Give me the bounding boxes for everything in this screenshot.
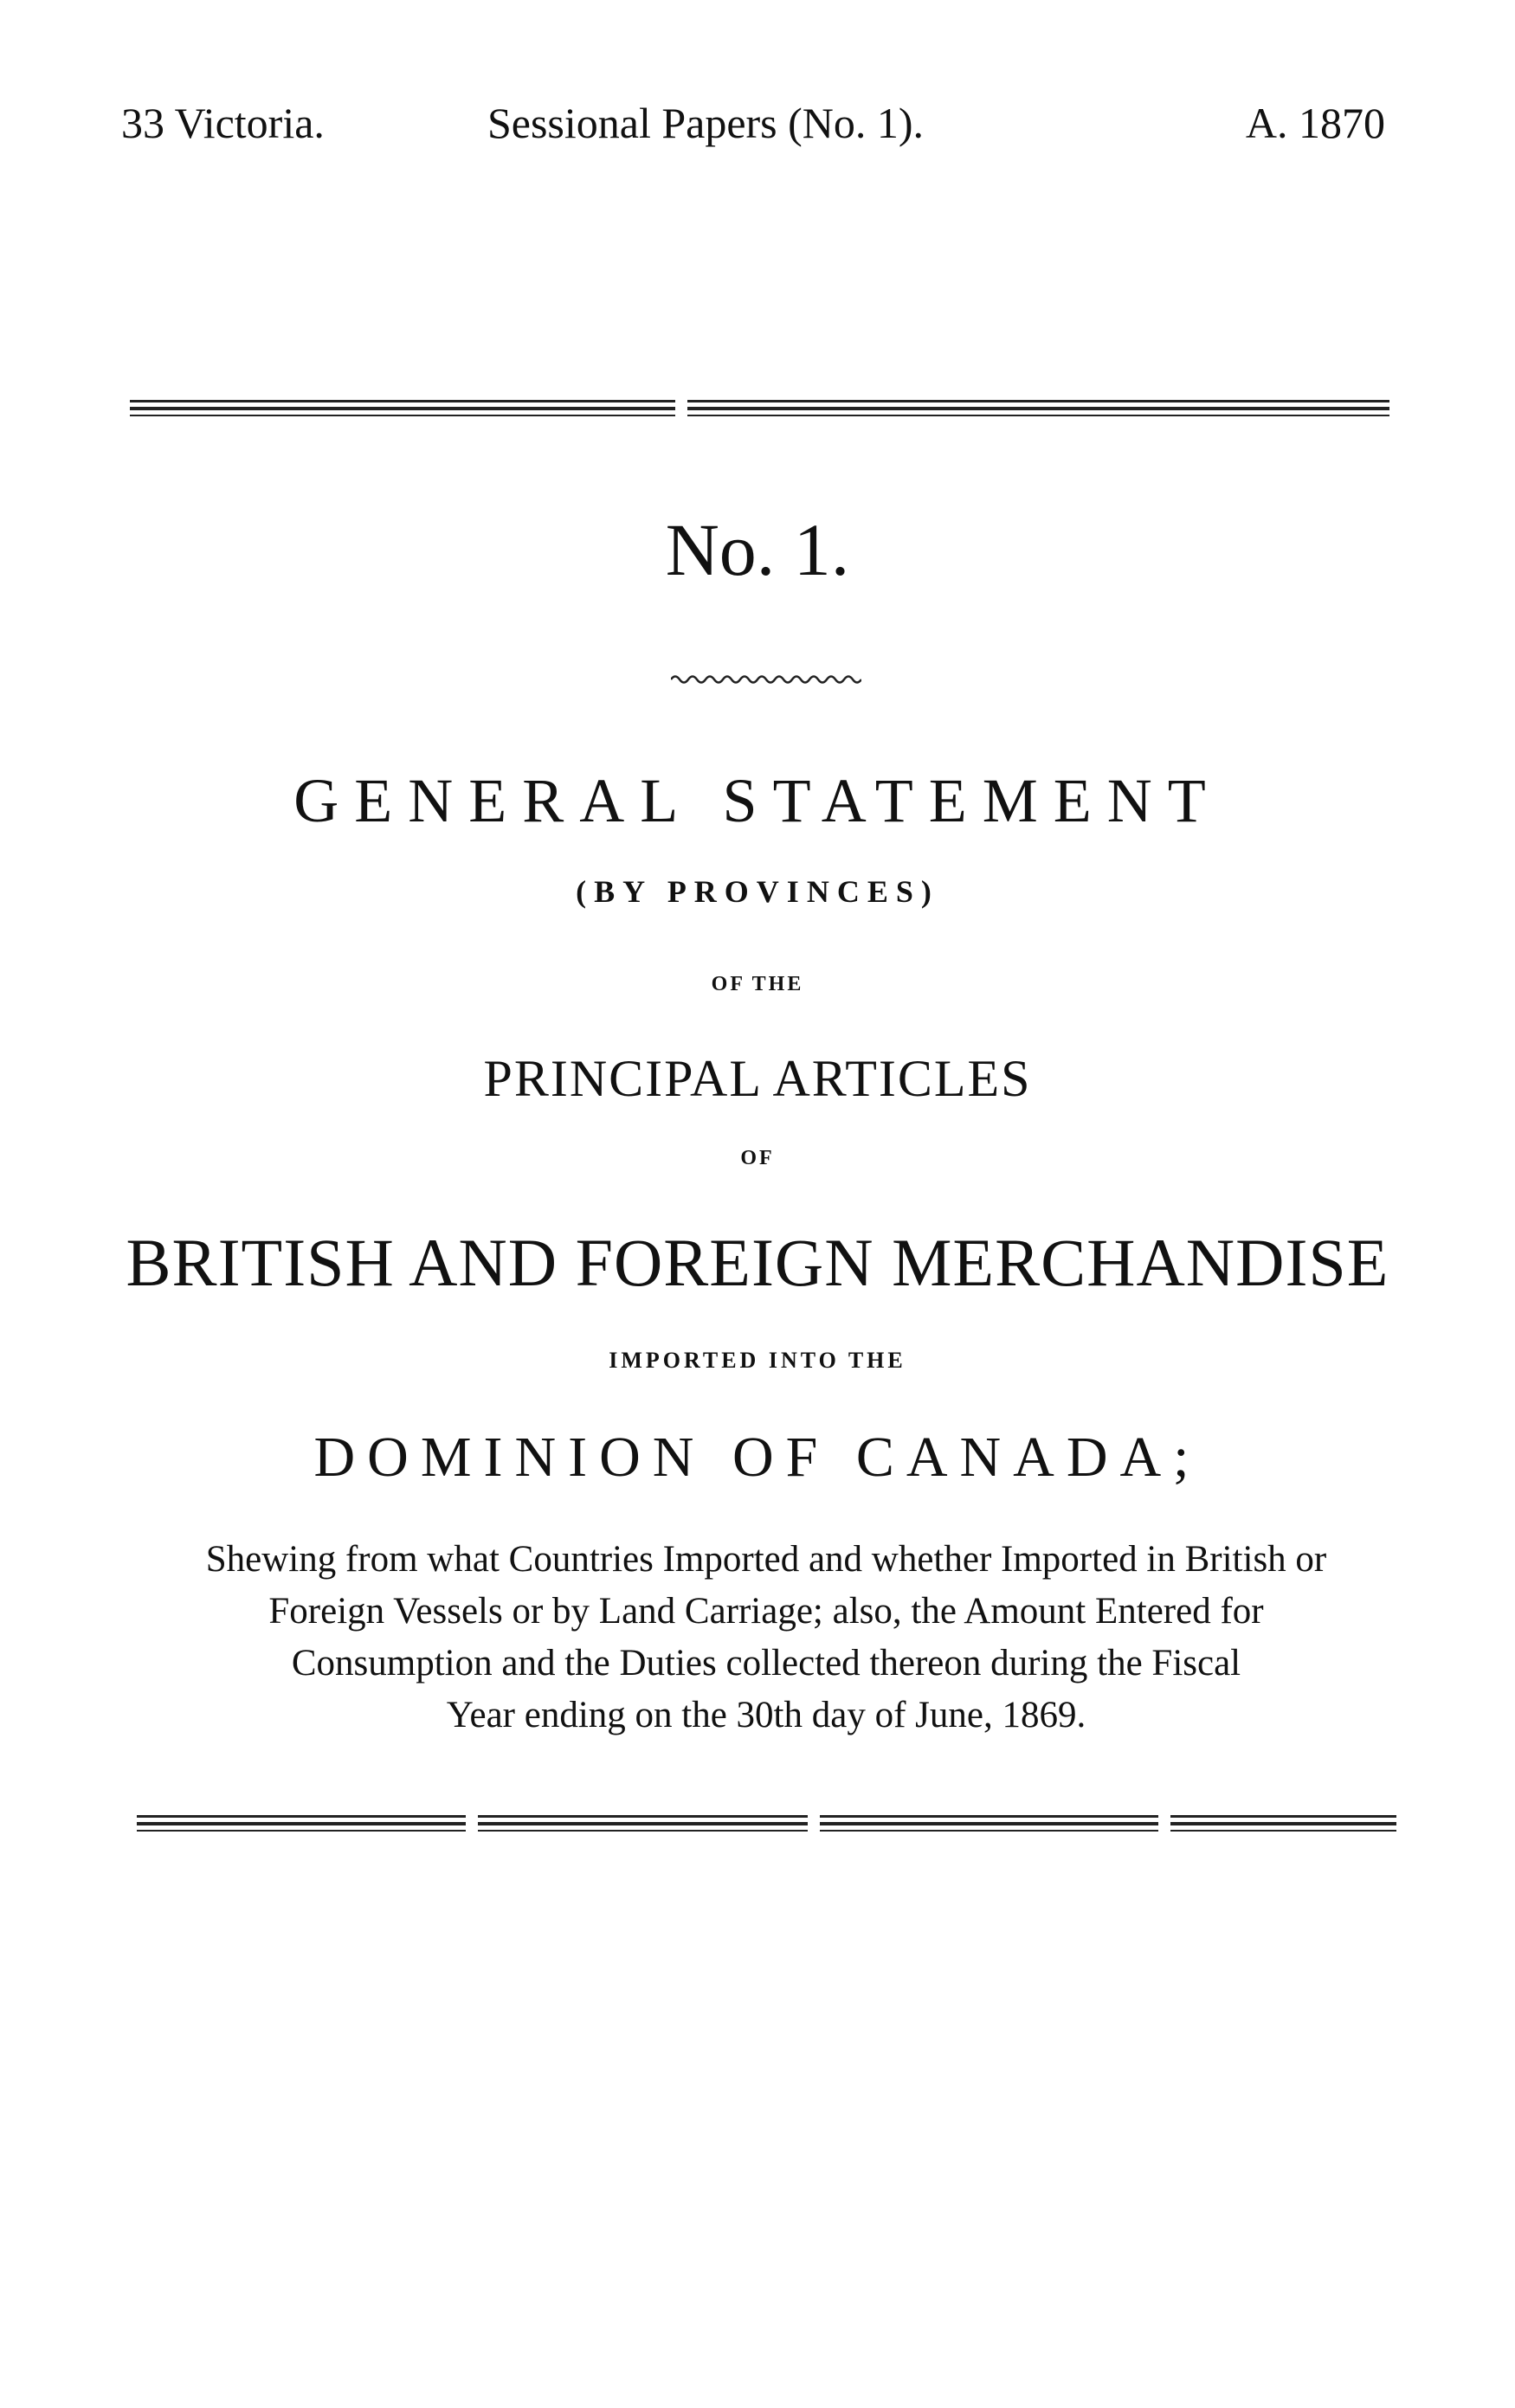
top-ornamental-rule — [130, 400, 1389, 419]
title-principal-articles: PRINCIPAL ARTICLES — [483, 1050, 1032, 1107]
description-paragraph — [121, 1534, 1411, 1742]
description-line: Consumption and the Duties collected thereon during the Fiscal — [291, 1643, 1241, 1684]
title-dominion-of-canada: DOMINION OF CANADA; — [313, 1426, 1202, 1489]
title-imported-into-the: IMPORTED INTO THE — [609, 1348, 906, 1373]
wavy-divider — [671, 673, 861, 686]
description-line: Foreign Vessels or by Land Carriage; also, the Amount Entered for — [268, 1591, 1264, 1632]
header-year: A. 1870 — [1245, 99, 1385, 147]
title-by-provinces: (BY PROVINCES) — [576, 874, 939, 909]
header-session: 33 Victoria. — [121, 99, 325, 147]
bottom-ornamental-rule — [137, 1815, 1396, 1834]
title-british-foreign-merchandise: BRITISH AND FOREIGN MERCHANDISE — [126, 1225, 1389, 1300]
document-number: No. 1. — [665, 508, 850, 591]
title-of: OF — [740, 1147, 775, 1169]
title-of-the: OF THE — [711, 973, 804, 995]
title-general-statement: GENERAL STATEMENT — [293, 766, 1222, 835]
header-sessional-papers: Sessional Papers (No. 1). — [487, 99, 925, 147]
description-line: Shewing from what Countries Imported and whether Imported in British or — [205, 1539, 1327, 1580]
description-line: Year ending on the 30th day of June, 1869. — [446, 1695, 1086, 1735]
